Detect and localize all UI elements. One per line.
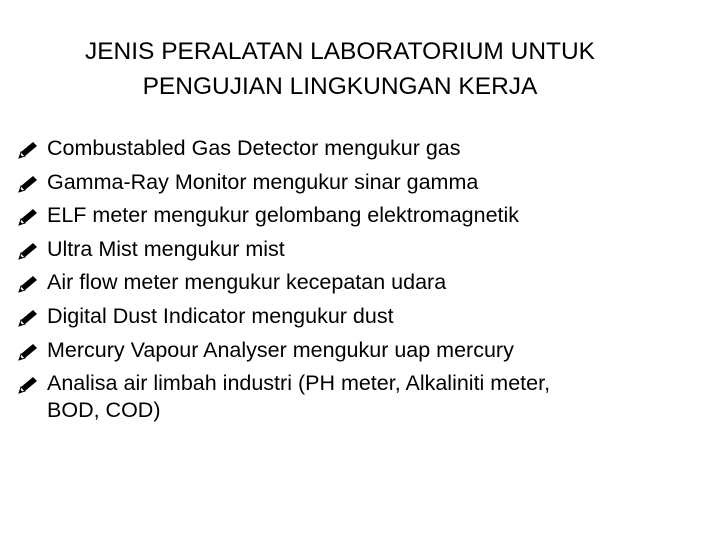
pencil-icon [18, 233, 42, 267]
bullet-item [18, 199, 708, 233]
bullet-text: Analisa air limbah industri (PH meter, Alkaliniti meter, [47, 371, 551, 396]
bullet-text: Digital Dust Indicator mengukur dust [47, 303, 394, 328]
bullet-list [18, 132, 708, 424]
bullet-text: Air flow meter mengukur kecepatan udara [47, 270, 447, 295]
bullet-item [18, 334, 708, 368]
bullet-item [18, 367, 708, 424]
bullet-item [18, 233, 708, 267]
bullet-text-continuation: BOD, COD) [47, 397, 161, 422]
bullet-item [18, 132, 708, 166]
bullet-item [18, 300, 708, 334]
bullet-text: ELF meter mengukur gelombang elektromagnetik [47, 203, 520, 228]
pencil-icon [18, 300, 42, 334]
pencil-icon [18, 367, 42, 401]
bullet-text: Combustabled Gas Detector mengukur gas [47, 136, 461, 160]
bullet-item [18, 166, 708, 200]
bullet-text: Gamma-Ray Monitor mengukur sinar gamma [47, 169, 479, 194]
pencil-icon [18, 132, 42, 166]
pencil-icon [18, 199, 42, 233]
pencil-icon [18, 266, 42, 300]
pencil-icon [18, 166, 42, 200]
pencil-icon [18, 334, 42, 368]
bullet-text: Ultra Mist mengukur mist [47, 236, 285, 261]
slide-title-line-1: JENIS PERALATAN LABORATORIUM UNTUK [84, 38, 596, 65]
slide-title-line-2: PENGUJIAN LINGKUNGAN KERJA [142, 73, 538, 100]
bullet-text: Mercury Vapour Analyser mengukur uap mercury [47, 337, 514, 362]
slide-title [20, 34, 660, 104]
bullet-item [18, 266, 708, 300]
